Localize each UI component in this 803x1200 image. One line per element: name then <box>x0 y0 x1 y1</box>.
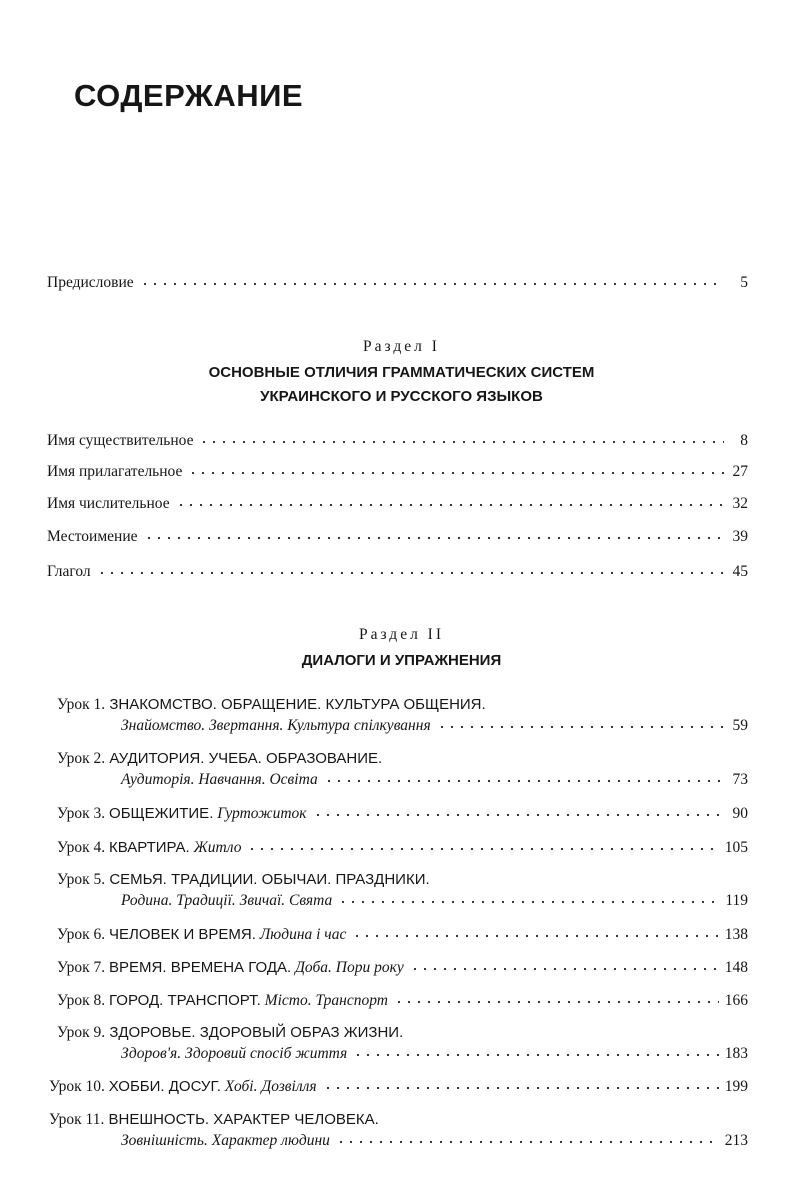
section-title: ДИАЛОГИ И УПРАЖНЕНИЯ <box>301 652 502 669</box>
toc-page-number: 213 <box>724 1132 748 1149</box>
lesson-number: Урок 3. <box>57 805 106 822</box>
toc-page-number: 32 <box>732 495 748 512</box>
toc-page-number: 39 <box>732 528 748 545</box>
toc-page-number: 199 <box>724 1078 748 1095</box>
lesson-heading: ЧЕЛОВЕК И ВРЕМЯ. <box>109 926 256 943</box>
page-title: СОДЕРЖАНИЕ <box>74 78 304 113</box>
toc-entry-lesson-1[interactable] <box>121 716 748 736</box>
dot-leader <box>199 440 724 444</box>
lesson-subtitle: Доба. Пори року <box>295 959 404 976</box>
toc-entry-lesson-2[interactable] <box>121 770 748 790</box>
toc-entry-label: Предисловие <box>47 274 134 291</box>
toc-entry-lesson-4[interactable] <box>57 838 748 858</box>
lesson-title <box>57 749 382 769</box>
toc-entry-lesson-5[interactable] <box>121 891 748 911</box>
toc-page-number: 8 <box>740 432 748 449</box>
section-title: УКРАИНСКОГО И РУССКОГО ЯЗЫКОВ <box>260 388 543 405</box>
lesson-number: Урок 6. <box>57 926 106 943</box>
toc-page-number: 45 <box>732 563 748 580</box>
lesson-heading: ВРЕМЯ. ВРЕМЕНА ГОДА. <box>109 959 292 976</box>
dot-leader <box>336 1140 719 1144</box>
lesson-title <box>57 695 486 715</box>
lesson-number: Урок 9. <box>57 1024 106 1041</box>
dot-leader <box>410 967 719 971</box>
toc-entry[interactable] <box>47 462 748 482</box>
toc-entry-label: Имя прилагательное <box>47 463 183 480</box>
toc-page-number: 105 <box>724 839 748 856</box>
toc-entry[interactable] <box>47 562 748 582</box>
lesson-heading: СЕМЬЯ. ТРАДИЦИИ. ОБЫЧАИ. ПРАЗДНИКИ. <box>109 871 430 888</box>
toc-entry[interactable] <box>47 527 748 547</box>
lesson-number: Урок 10. <box>49 1078 105 1095</box>
dot-leader <box>97 571 724 575</box>
toc-entry-label: Имя числительное <box>47 495 170 512</box>
lesson-subtitle: Аудиторія. Навчання. Освіта <box>121 771 318 788</box>
lesson-heading: ОБЩЕЖИТИЕ. <box>109 805 214 822</box>
dot-leader <box>313 813 724 817</box>
toc-entry-label: Имя существительное <box>47 432 194 449</box>
lesson-title <box>49 1110 379 1130</box>
toc-entry-lesson-9[interactable] <box>121 1044 748 1064</box>
toc-page-number: 119 <box>725 892 748 909</box>
toc-page-number: 138 <box>724 926 748 943</box>
toc-page-number: 166 <box>724 992 748 1009</box>
toc-page-number: 183 <box>724 1045 748 1062</box>
dot-leader <box>176 503 724 507</box>
toc-entry-lesson-3[interactable] <box>57 804 748 824</box>
dot-leader <box>324 779 724 783</box>
lesson-heading: ЗНАКОМСТВО. ОБРАЩЕНИЕ. КУЛЬТУРА ОБЩЕНИЯ. <box>109 696 486 713</box>
lesson-heading: ХОББИ. ДОСУГ. <box>108 1078 221 1095</box>
lesson-subtitle: Здоров'я. Здоровий спосіб життя <box>121 1045 348 1062</box>
section-title: ОСНОВНЫЕ ОТЛИЧИЯ ГРАММАТИЧЕСКИХ СИСТЕМ <box>208 364 595 381</box>
dot-leader <box>140 282 724 286</box>
lesson-subtitle: Місто. Транспорт <box>264 992 388 1009</box>
lesson-heading: АУДИТОРИЯ. УЧЕБА. ОБРАЗОВАНИЕ. <box>109 750 383 767</box>
lesson-subtitle: Зовнішність. Характер людини <box>121 1132 330 1149</box>
lesson-heading: ГОРОД. ТРАНСПОРТ. <box>109 992 261 1009</box>
dot-leader <box>247 847 718 851</box>
lesson-subtitle: Родина. Традиції. Звичаї. Свята <box>121 892 333 909</box>
dot-leader <box>352 934 718 938</box>
lesson-subtitle: Гуртожиток <box>217 805 307 822</box>
toc-entry-label: Глагол <box>47 563 91 580</box>
lesson-subtitle: Житло <box>193 839 242 856</box>
lesson-title <box>57 1023 403 1043</box>
toc-entry[interactable] <box>47 494 748 514</box>
lesson-number: Урок 1. <box>57 696 106 713</box>
lesson-subtitle: Людина і час <box>259 926 347 943</box>
lesson-number: Урок 7. <box>57 959 106 976</box>
toc-entry-preface[interactable] <box>47 273 748 293</box>
toc-page-number: 90 <box>732 805 748 822</box>
lesson-number: Урок 11. <box>49 1111 105 1128</box>
toc-entry[interactable] <box>47 431 748 451</box>
lesson-subtitle: Знайомство. Звертання. Культура спілкування <box>121 717 431 734</box>
lesson-number: Урок 5. <box>57 871 106 888</box>
lesson-number: Урок 8. <box>57 992 106 1009</box>
toc-entry-lesson-6[interactable] <box>57 925 748 945</box>
dot-leader <box>188 471 724 475</box>
dot-leader <box>437 725 724 729</box>
dot-leader <box>144 536 725 540</box>
dot-leader <box>353 1053 719 1057</box>
lesson-title <box>57 870 430 890</box>
dot-leader <box>338 900 719 904</box>
toc-page-number: 73 <box>732 771 748 788</box>
lesson-number: Урок 4. <box>57 839 106 856</box>
toc-entry-lesson-8[interactable] <box>57 991 748 1011</box>
toc-entry-lesson-7[interactable] <box>57 958 748 978</box>
toc-entry-lesson-10[interactable] <box>49 1077 748 1097</box>
section-label: Раздел II <box>358 626 445 643</box>
dot-leader <box>394 1000 719 1004</box>
toc-page-number: 27 <box>732 463 748 480</box>
lesson-number: Урок 2. <box>57 750 106 767</box>
toc-page-number: 5 <box>740 274 748 291</box>
section-label: Раздел I <box>363 338 440 355</box>
lesson-heading: КВАРТИРА. <box>109 839 190 856</box>
dot-leader <box>323 1086 719 1090</box>
toc-page-number: 59 <box>732 717 748 734</box>
toc-entry-label: Местоимение <box>47 528 138 545</box>
lesson-subtitle: Хобі. Дозвілля <box>224 1078 317 1095</box>
toc-page-number: 148 <box>724 959 748 976</box>
toc-entry-lesson-11[interactable] <box>121 1131 748 1151</box>
lesson-heading: ЗДОРОВЬЕ. ЗДОРОВЫЙ ОБРАЗ ЖИЗНИ. <box>109 1024 404 1041</box>
lesson-heading: ВНЕШНОСТЬ. ХАРАКТЕР ЧЕЛОВЕКА. <box>108 1111 379 1128</box>
